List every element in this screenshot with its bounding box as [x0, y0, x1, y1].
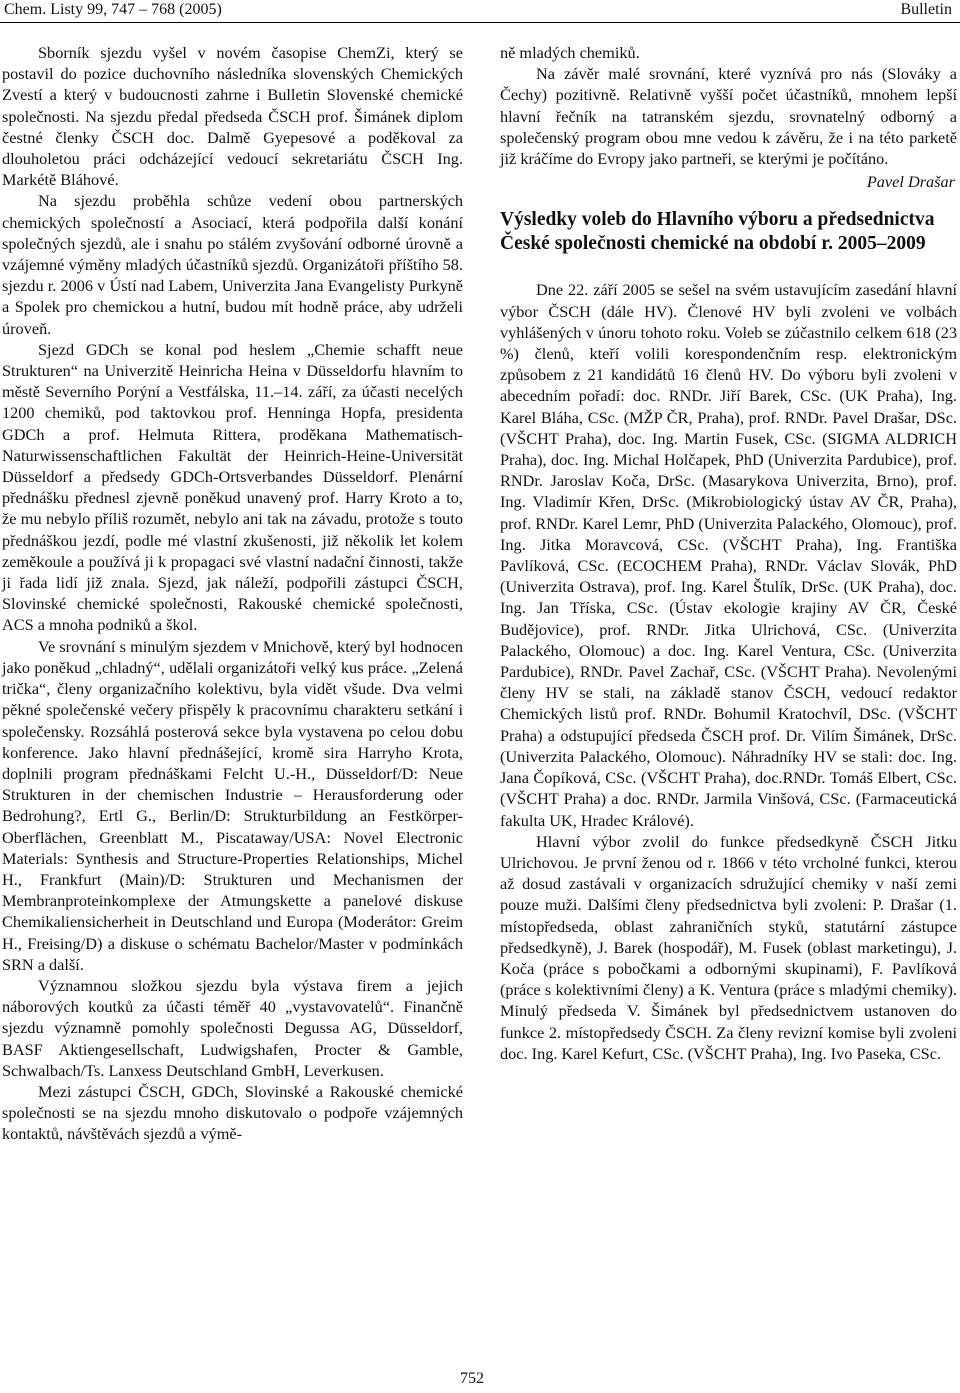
paragraph: Ve srovnání s minulým sjezdem v Mnichově, který byl hodnocen jako poněkud „chladný“, udělali organizátoři velký kus práce. „Zelená trička“, členy organizačního kolektivu, byla vidět všude. Dva velmi pěkné společenské večery přispěly k pracovnímu charakteru setkání i společensky. Rozsáhlá posterová sekce byla vystavena po celou dobu konference. Jako hlavní přednášející, kromě sira Harryho Krota, doplnili program přednáškami Felcht U.-H., Düsseldorf/D: Neue Strukturen in der chemischen Industrie – Herausforderung oder Bedrohung?, Ertl G., Berlin/D: Strukturbildung an Festkörper-Oberflächen, Greenblatt M., Piscataway/USA: Novel Electronic Materials: Synthesis and Structure-Properties Relationships, Michel H., Frankfurt (Main)/D: Strukturen und Mechanismen der Membranproteinkomplexe der Atmungskette a panelové diskuse Chemikaliensicherheit in Deutschland und Europa (Moderátor: Greim H., Freising/D) a diskuse o schématu Bachelor/Master v podmínkách SRN a další.: [2, 636, 463, 974]
left-column: [2, 42, 463, 1145]
paragraph: Mezi zástupci ČSCH, GDCh, Slovinské a Rakouské chemické společnosti se na sjezdu mnoho diskutovalo o podpoře vzájemných kontaktů, návštěvách sjezdů a výmě-: [2, 1081, 463, 1144]
running-header: [0, 0, 960, 23]
paragraph: Dne 22. září 2005 se sešel na svém ustavujícím zasedání hlavní výbor ČSCH (dále HV). Členové HV byli zvoleni ve volbách vyhlášených v únoru tohoto roku. Voleb se zúčastnilo celkem 618 (23 %) členů, kteří volili korespondenčním resp. elektronickým způsobem z 21 kandidátů 16 členů HV. Do výboru byli zvoleni v abecedním pořadí: doc. RNDr. Jiří Barek, CSc. (UK Praha), Ing. Karel Bláha, CSc. (MŽP ČR, Praha), prof. RNDr. Pavel Drašar, DSc. (VŠCHT Praha), doc. Ing. Martin Fusek, CSc. (SIGMA ALDRICH Praha), doc. Ing. Michal Holčapek, PhD (Univerzita Pardubice), prof. RNDr. Jaroslav Koča, DrSc. (Masarykova Univerzita, Brno), prof. Ing. Vladimír Křen, DrSc. (Mikrobiologický ústav AV ČR, Praha), prof. RNDr. Karel Lemr, PhD (Univerzita Palackého, Olomouc), prof. Ing. Jitka Moravcová, CSc. (VŠCHT Praha), Ing. Františka Pavlíková, CSc. (ECOCHEM Praha), RNDr. Václav Slovák, PhD (Univerzita Ostrava), prof. Ing. Karel Štulík, DrSc. (UK Praha), doc. Ing. Jan Tříska, CSc. (Ústav ekologie krajiny AV ČR, České Budějovice), prof. RNDr. Jitka Ulrichová, CSc. (Univerzita Palackého, Olomouc) a doc. Ing. Karel Ventura, CSc. (Univerzita Pardubice), RNDr. Pavel Zachař, CSc. (VŠCHT Praha). Nevolenými členy HV se stali, na základě stanov ČSCH, vedoucí redaktor Chemických listů prof. RNDr. Bohumil Kratochvíl, DSc. (VŠCHT Praha) a odstupující předseda ČSCH prof. Dr. Vilím Šimánek, DrSc. (Univerzita Palackého, Olomouc). Náhradníky HV se stali: doc. Ing. Jana Čopíková, CSc. (VŠCHT Praha), doc.RNDr. Tomáš Elbert, CSc. (VŠCHT Praha) a doc. RNDr. Jarmila Vinšová, CSc. (Farmaceutická fakulta UK, Hradec Králové).: [500, 280, 957, 830]
author-signature: Pavel Drašar: [866, 172, 955, 192]
paragraph: Sborník sjezdu vyšel v novém časopise ChemZi, který se postavil do pozice duchovního následníka slovenských Chemických Zvestí a který v budoucnosti zahrne i Bulletin Slovenské chemické společnosti. Na sjezdu předal předseda ČSCH prof. Šimánek diplom čestné členky ČSCH doc. Dalmě Gyepesové a poděkoval za dlouholetou práci odcházející vedoucí sekretariátu ČSCH Ing. Markétě Bláhové.: [2, 43, 463, 190]
page-number: 752: [460, 1370, 484, 1387]
right-column: [500, 42, 957, 1064]
paragraph: Významnou složkou sjezdu byla výstava firem a jejich náborových koutků za účasti téměř 40 „vystavovatelů“. Finančně sjezdu významně pomohly společnosti Degussa AG, Düsseldorf, BASF Aktiengesellschaft, Ludwigshafen, Procter & Gamble, Schwalbach/Ts. Lanxess Deutschland GmbH, Leverkusen.: [2, 975, 463, 1080]
paragraph: Hlavní výbor zvolil do funkce předsedkyně ČSCH Jitku Ulrichovou. Je první ženou od r. 1866 v této vrcholné funkci, kterou až dosud zastávali v organizacích sdružující chemiky v naší zemi pouze muži. Dalšími členy předsednictva byli zvoleni: P. Drašar (1. místopředseda, oblast zahraničních styků, statutární zástupce předsedkyně), J. Barek (hospodář), M. Fusek (oblast marketingu), J. Koča (práce s pobočkami a odbornými skupinami), F. Pavlíková (práce s kolektivními členy) a K. Ventura (práce s mladými chemiky). Minulý předseda V. Šimánek byl předsednictvem ustanoven do funkce 2. místopředsedy ČSCH. Za členy revizní komise byli zvoleni doc. Ing. Karel Kefurt, CSc. (VŠCHT Praha), Ing. Ivo Paseka, CSc.: [500, 831, 957, 1063]
section-title: Bulletin: [900, 1, 952, 18]
paragraph: Sjezd GDCh se konal pod heslem „Chemie schafft neue Strukturen“ na Univerzitě Heinricha Heina v Düsseldorfu hlavním to městě Severního Porýní a Vestfálska, 11.–14. září, za účasti necelých 1200 chemiků, pod taktovkou prof. Henninga Hopfa, presidenta GDCh a prof. Helmuta Rittera, proděkana Mathematisch-Naturwissenschaftlichen Fakultät der Heinrich-Heine-Universität Düsseldorf a předsedy GDCh-Ortsverbandes Düsseldorf. Plenární přednášku přednesl zjevně poněkud unavený prof. Harry Kroto a to, že mu nebylo příliš rozumět, nebylo ani tak na závadu, protože s touto přednáškou jezdí, podle mé vlastní zkušenosti, již několik let kolem zeměkoule a používá ji k propagaci své vlastní nadační činnosti, takže ji řada lidí již znala. Sjezd, jak náleží, podpořili zástupci ČSCH, Slovinské chemické společnosti, Rakouské chemické společnosti, ACS a mnoha podniků a škol.: [2, 339, 463, 635]
paragraph-continuation: ně mladých chemiků.: [500, 43, 640, 62]
section-heading: Výsledky voleb do Hlavního výboru a předsednictva České společnosti chemické na období r. 2005–2009: [500, 209, 935, 255]
paragraph: Na závěr malé srovnání, které vyznívá pro nás (Slováky a Čechy) pozitivně. Relativně vyšší počet účastníků, mnohem lepší hlavní řečník na tatranském sjezdu, srovnatelný odborný a společenský program obou mne vedou k závěru, že i na této parketě již kráčíme do Evropy jako partneři, se kterými je počítáno.: [500, 64, 957, 169]
journal-citation: Chem. Listy 99, 747 – 768 (2005): [4, 1, 222, 18]
paragraph: Na sjezdu proběhla schůze vedení obou partnerských chemických společností a Asociací, která podpořila další konání společných sjezdů, ale i snahu po stálém zvyšování odborné úrovně a vzájemné výměny mladých účastníků sjezdů. Organizátoři příštího 58. sjezdu r. 2006 v Ústí nad Labem, Univerzita Jana Evangelisty Purkyně a Spolek pro chemickou a hutní, budou mít hodně práce, aby udrželi úroveň.: [2, 191, 463, 338]
